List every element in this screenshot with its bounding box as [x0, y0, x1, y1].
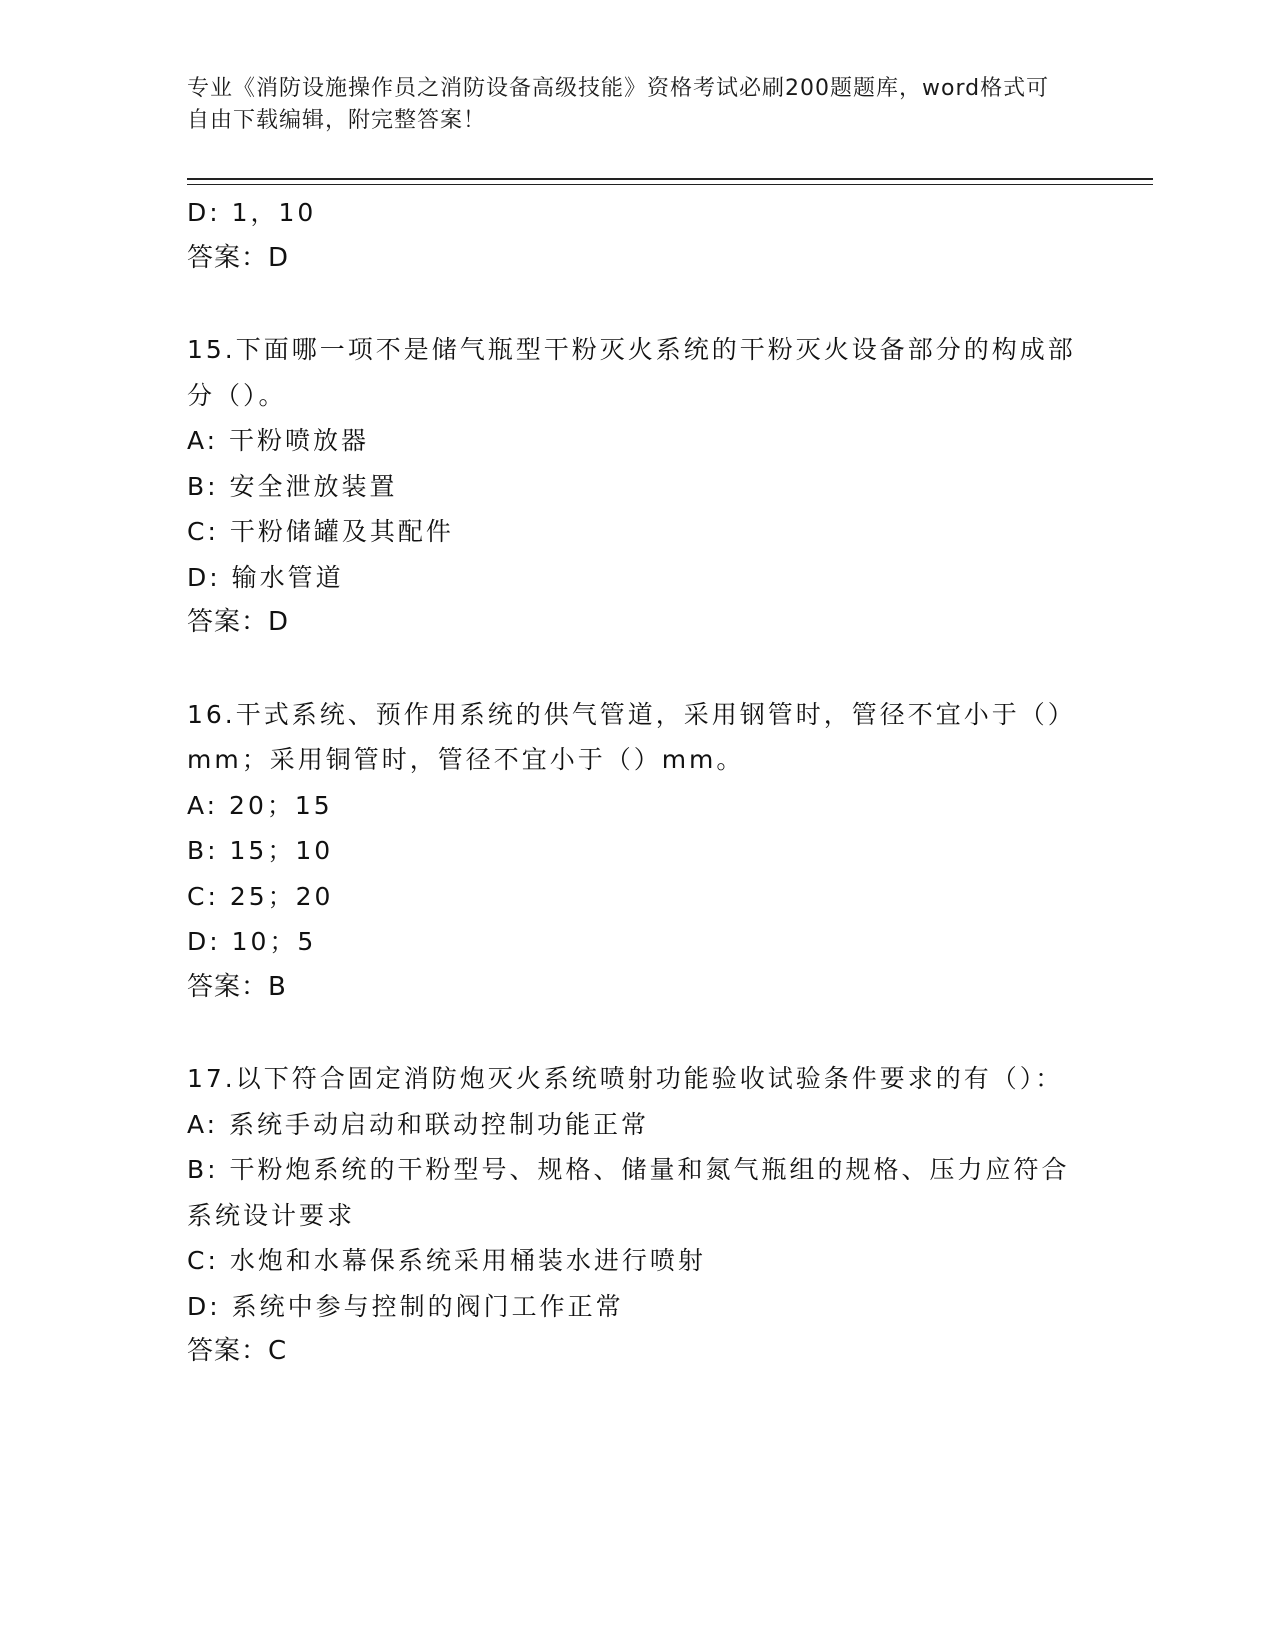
option-c: C: 水炮和水幕保系统采用桶装水进行喷射: [187, 1246, 706, 1275]
question-17: [187, 1056, 1087, 1375]
option-d: D: 系统中参与控制的阀门工作正常: [187, 1291, 624, 1321]
question-text: 17.以下符合固定消防炮灭火系统喷射功能验收试验条件要求的有（）：: [187, 1064, 1064, 1093]
question-text: 16.干式系统、预作用系统的供气管道，采用钢管时，管径不宜小于（）mm；采用铜管时，管径不宜小于（）mm。: [187, 699, 1076, 774]
option-a: A: 系统手动启动和联动控制功能正常: [187, 1109, 650, 1139]
option-d: D: 1，10: [187, 198, 317, 227]
question-15: [187, 327, 1087, 646]
option-c: C: 干粉储罐及其配件: [187, 517, 454, 546]
answer-line: 答案：D: [187, 607, 290, 637]
option-b: B: 安全泄放装置: [187, 471, 398, 501]
option-b: B: 15；10: [187, 836, 334, 865]
option-d: D: 10；5: [187, 927, 317, 956]
option-a: A: 20；15: [187, 790, 333, 820]
answer-line: 答案：D: [187, 242, 290, 273]
answer-line: 答案：C: [187, 1336, 288, 1366]
question-text: 15.下面哪一项不是储气瓶型干粉灭火系统的干粉灭火设备部分的构成部分（）。: [187, 335, 1076, 410]
document-header: 专业《消防设施操作员之消防设备高级技能》资格考试必刷200题题库，word格式可自由下载编辑，附完整答案！: [187, 76, 1050, 133]
answer-line: 答案：B: [187, 971, 287, 1002]
header-divider-thin: [187, 184, 1153, 185]
option-b: B: 干粉炮系统的干粉型号、规格、储量和氮气瓶组的规格、压力应符合系统设计要求: [187, 1155, 1070, 1230]
question-16: [187, 692, 1087, 1011]
option-d: D: 输水管道: [187, 562, 344, 592]
header-divider: [187, 178, 1153, 180]
document-content: [187, 190, 1087, 1375]
option-a: A: 干粉喷放器: [187, 426, 370, 455]
option-c: C: 25；20: [187, 881, 334, 911]
question-14-tail: [187, 190, 1087, 281]
